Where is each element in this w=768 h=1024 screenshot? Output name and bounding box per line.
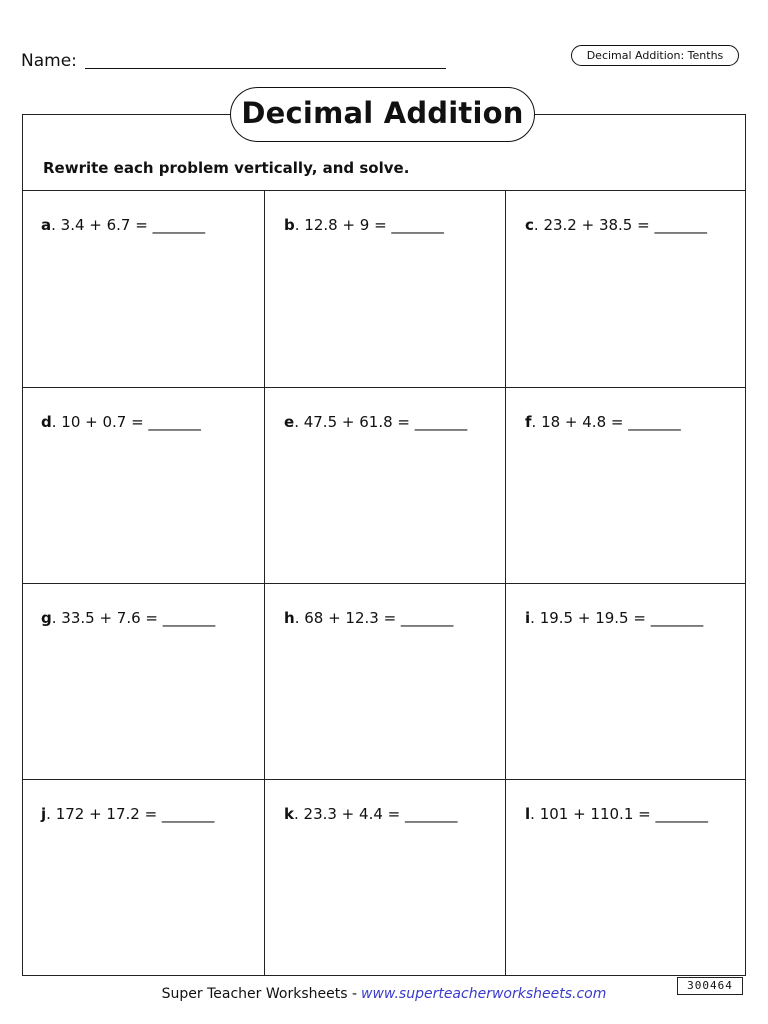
problem-letter: d	[41, 413, 52, 431]
problem-expression: . 68 + 12.3 = _______	[294, 609, 454, 627]
problem-cell-c[interactable]	[505, 190, 746, 387]
problem-e	[284, 413, 467, 431]
problem-c	[525, 216, 707, 234]
problem-f	[525, 413, 681, 431]
problem-letter: k	[284, 805, 294, 823]
problem-cell-k[interactable]	[264, 779, 505, 976]
problem-expression: . 3.4 + 6.7 = _______	[51, 216, 206, 234]
problem-cell-h[interactable]	[264, 583, 505, 779]
problem-i	[525, 609, 703, 627]
problem-cell-l[interactable]	[505, 779, 746, 976]
problem-cell-a[interactable]	[22, 190, 264, 387]
problem-letter: l	[525, 805, 531, 823]
problem-expression: . 18 + 4.8 = _______	[531, 413, 681, 431]
problem-expression: . 10 + 0.7 = _______	[51, 413, 201, 431]
problem-expression: . 47.5 + 61.8 = _______	[294, 413, 468, 431]
name-blank-line[interactable]	[85, 68, 446, 69]
worksheet-code: 300464	[677, 977, 743, 995]
footer-brand: Super Teacher Worksheets -	[161, 986, 357, 1002]
topic-badge: Decimal Addition: Tenths	[571, 45, 739, 66]
problem-expression: . 12.8 + 9 = _______	[294, 216, 444, 234]
name-label: Name:	[21, 51, 77, 71]
problem-cell-f[interactable]	[505, 387, 746, 583]
problem-a	[41, 216, 205, 234]
problem-expression: . 172 + 17.2 = _______	[46, 805, 215, 823]
problem-cell-d[interactable]	[22, 387, 264, 583]
problem-expression: . 23.2 + 38.5 = _______	[533, 216, 707, 234]
footer-site-link[interactable]: www.superteacherworksheets.com	[361, 986, 607, 1002]
footer	[0, 986, 768, 1002]
problem-expression: . 33.5 + 7.6 = _______	[51, 609, 216, 627]
problem-cell-b[interactable]	[264, 190, 505, 387]
problem-letter: h	[284, 609, 295, 627]
problem-k	[284, 805, 457, 823]
problem-expression: . 19.5 + 19.5 = _______	[530, 609, 704, 627]
problem-letter: i	[525, 609, 531, 627]
problem-letter: e	[284, 413, 295, 431]
page-title: Decimal Addition	[230, 87, 535, 142]
problem-letter: b	[284, 216, 295, 234]
instructions: Rewrite each problem vertically, and solve.	[43, 159, 410, 177]
problem-letter: f	[525, 413, 532, 431]
problem-letter: a	[41, 216, 52, 234]
problem-expression: . 101 + 110.1 = _______	[530, 805, 708, 823]
problem-cell-i[interactable]	[505, 583, 746, 779]
problem-grid	[22, 190, 746, 976]
problem-g	[41, 609, 215, 627]
problem-expression: . 23.3 + 4.4 = _______	[293, 805, 458, 823]
problem-d	[41, 413, 201, 431]
problem-letter: g	[41, 609, 52, 627]
problem-cell-e[interactable]	[264, 387, 505, 583]
problem-j	[41, 805, 214, 823]
problem-cell-g[interactable]	[22, 583, 264, 779]
problem-l	[525, 805, 708, 823]
problem-cell-j[interactable]	[22, 779, 264, 976]
problem-letter: j	[41, 805, 47, 823]
problem-b	[284, 216, 444, 234]
problem-letter: c	[525, 216, 534, 234]
problem-h	[284, 609, 453, 627]
